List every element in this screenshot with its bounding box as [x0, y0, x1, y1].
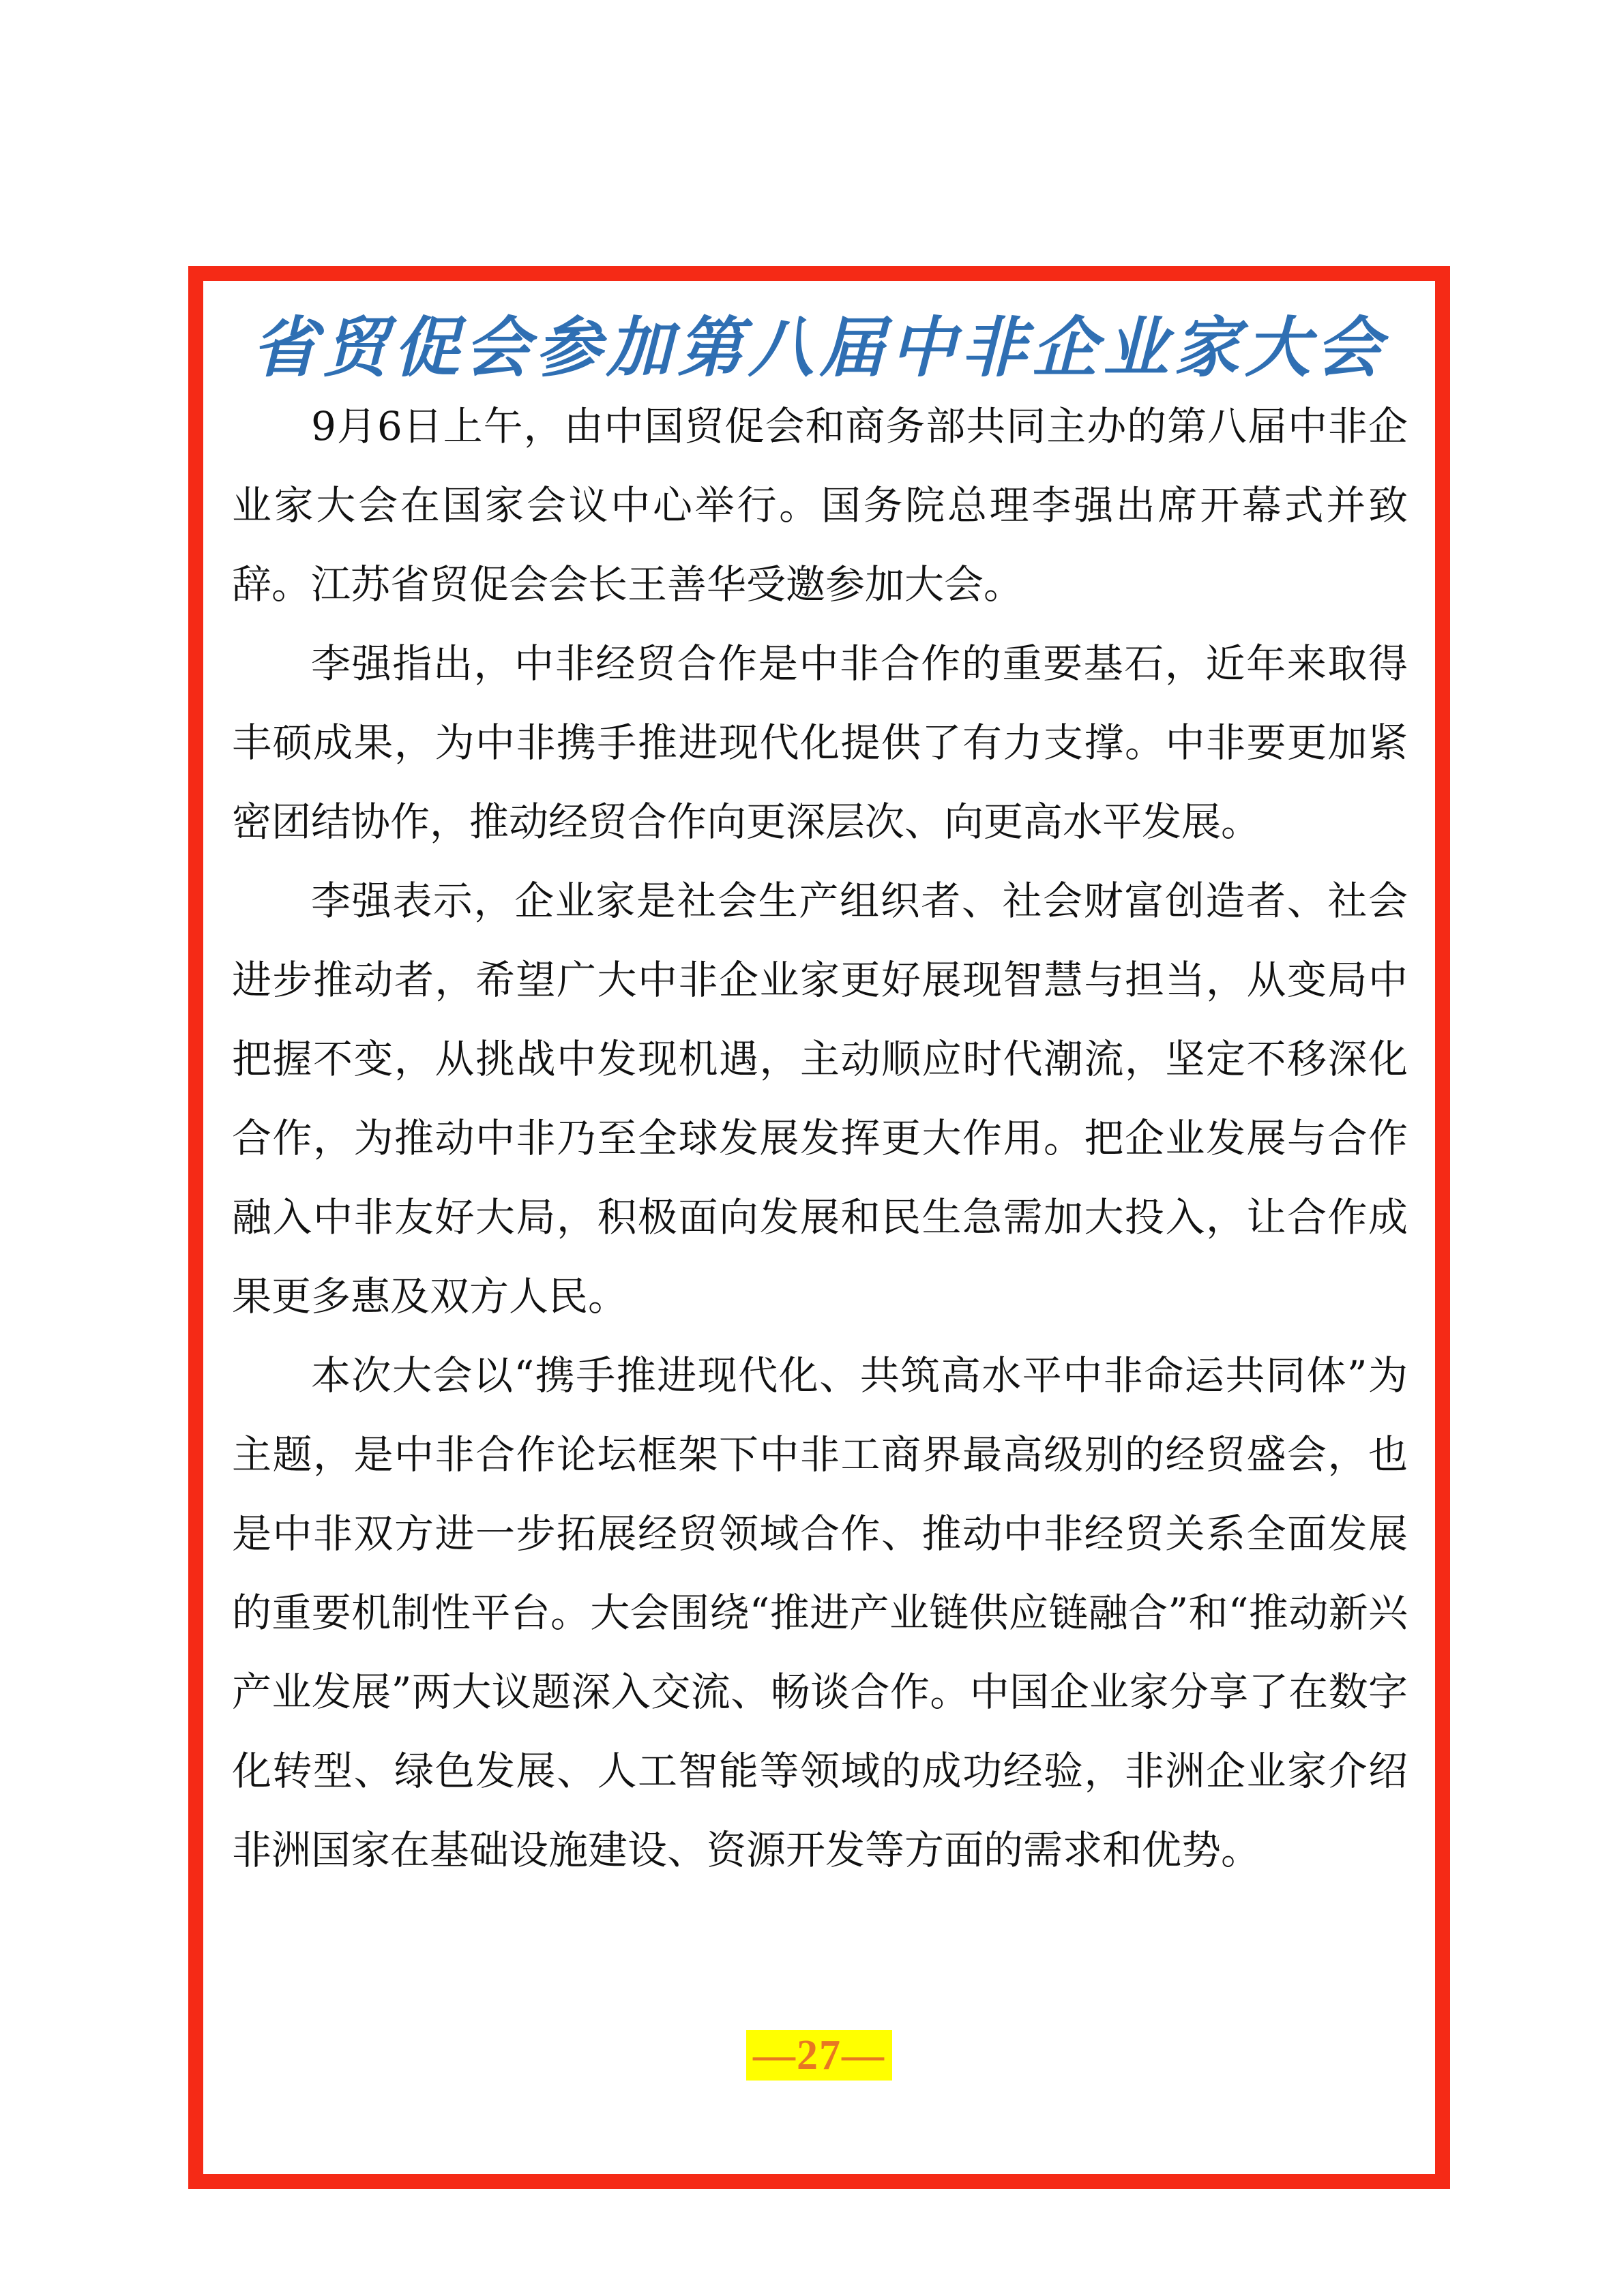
page-footer [203, 2030, 1435, 2081]
page-number: —27— [746, 2030, 892, 2081]
article-title: 省贸促会参加第八届中非企业家大会 [252, 309, 1387, 386]
paragraph-1: 9月6日上午，由中国贸促会和商务部共同主办的第八届中非企业家大会在国家会议中心举行。国务院总理李强出席开幕式并致辞。江苏省贸促会会长王善华受邀参加大会。 [232, 403, 1408, 608]
article-body [232, 387, 1408, 1890]
paragraph-4: 本次大会以“携手推进现代化、共筑高水平中非命运共同体”为主题，是中非合作论坛框架下中非工商界最高级别的经贸盛会，也是中非双方进一步拓展经贸领域合作、推动中非经贸关系全面发展的重要机制性平台。大会围绕“推进产业链供应链融合”和“推动新兴产业发展”两大议题深入交流、畅谈合作。中国企业家分享了在数字化转型、绿色发展、人工智能等领域的成功经验，非洲企业家介绍非洲国家在基础设施建设、资源开发等方面的需求和优势。 [232, 1352, 1408, 1873]
paragraph-3: 李强表示，企业家是社会生产组织者、社会财富创造者、社会进步推动者，希望广大中非企业家更好展现智慧与担当，从变局中把握不变，从挑战中发现机遇，主动顺应时代潮流，坚定不移深化合作，为推动中非乃至全球发展发挥更大作用。把企业发展与合作融入中非友好大局，积极面向发展和民生急需加大投入，让合作成果更多惠及双方人民。 [232, 878, 1408, 1320]
paragraph-2: 李强指出，中非经贸合作是中非合作的重要基石，近年来取得丰硕成果，为中非携手推进现代化提供了有力支撑。中非要更加紧密团结协作，推动经贸合作向更深层次、向更高水平发展。 [232, 640, 1408, 845]
red-border-frame [188, 266, 1450, 2189]
